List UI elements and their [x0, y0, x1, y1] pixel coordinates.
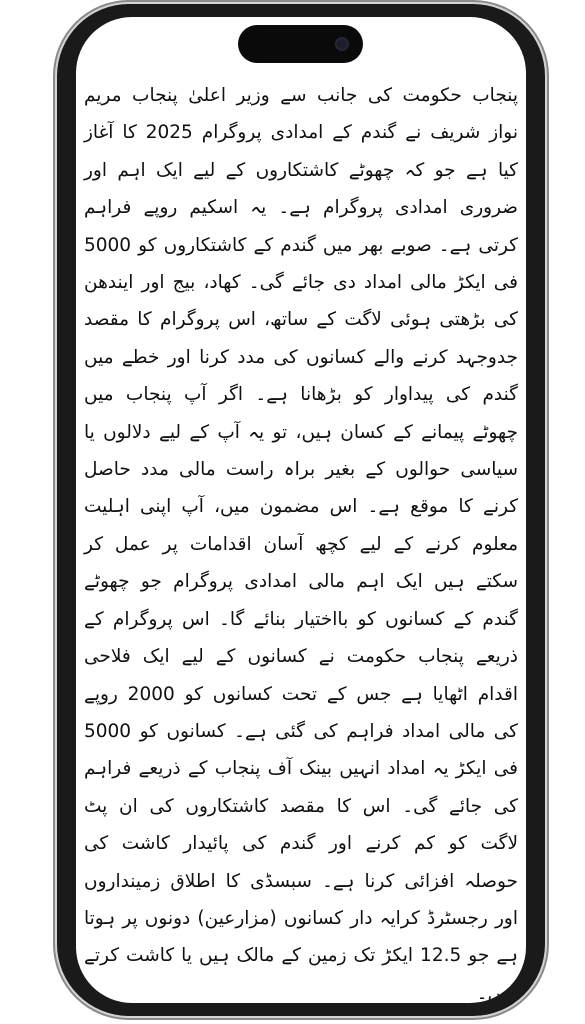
power-button [545, 292, 549, 384]
phone-screen [76, 17, 526, 1003]
front-camera-icon [335, 37, 349, 51]
dynamic-island [238, 25, 363, 63]
article-text: پنجاب حکومت کی جانب سے وزیر اعلیٰ پنجاب مریم نواز شریف نے گندم کے امدادی پروگرام 2025 کا آغاز کیا ہے جو کہ چھوٹے کاشتکاروں کے لیے ایک اہم اور ضروری امدادی پروگرام ہے۔ یہ اسکیم روپے فراہم کرتی ہے۔ صوبے بھر میں گندم کے کاشتکاروں کو 5000 فی ایکڑ مالی امداد دی جائے گی۔ کھاد، بیج اور ایندھن کی بڑھتی ہوئی لاگت کے ساتھ، اس پروگرام کا مقصد جدوجہد کرنے والے کسانوں کی مدد کرنا اور خطے میں گندم کی پیداوار کو بڑھانا ہے۔ اگر آپ پنجاب میں چھوٹے پیمانے کے کسان ہیں، تو یہ آپ کے لیے دلالوں یا سیاسی حوالوں کے بغیر براہ راست مالی مدد حاصل کرنے کا موقع ہے۔ اس مضمون میں، آپ اپنی اہلیت معلوم کرنے کے لیے کچھ آسان اقدامات پر عمل کر سکتے ہیں ایک اہم مالی امدادی پروگرام جو چھوٹے گندم کے کسانوں کو بااختیار بنائے گا۔ اس پروگرام کے ذریعے پنجاب حکومت نے کسانوں کے لیے ایک فلاحی اقدام اٹھایا ہے جس کے تحت کسانوں کو 2000 روپے کی مالی امداد فراہم کی گئی ہے۔ کسانوں کو 5000 فی ایکڑ یہ امداد انہیں بینک آف پنجاب کے ذریعے فراہم کی جائے گی۔ اس کا مقصد کاشتکاروں کی ان پٹ لاگت کو کم کرنے اور گندم کی پائیدار کاشت کی حوصلہ افزائی کرنا ہے۔ سبسڈی کا اطلاق زمینداروں اور رجسٹرڈ کرایہ دار کسانوں (مزارعین) دونوں پر ہوتا ہے جو 12.5 ایکڑ تک زمین کے مالک ہیں یا کاشت کرتے ہیں۔ [84, 85, 518, 1003]
